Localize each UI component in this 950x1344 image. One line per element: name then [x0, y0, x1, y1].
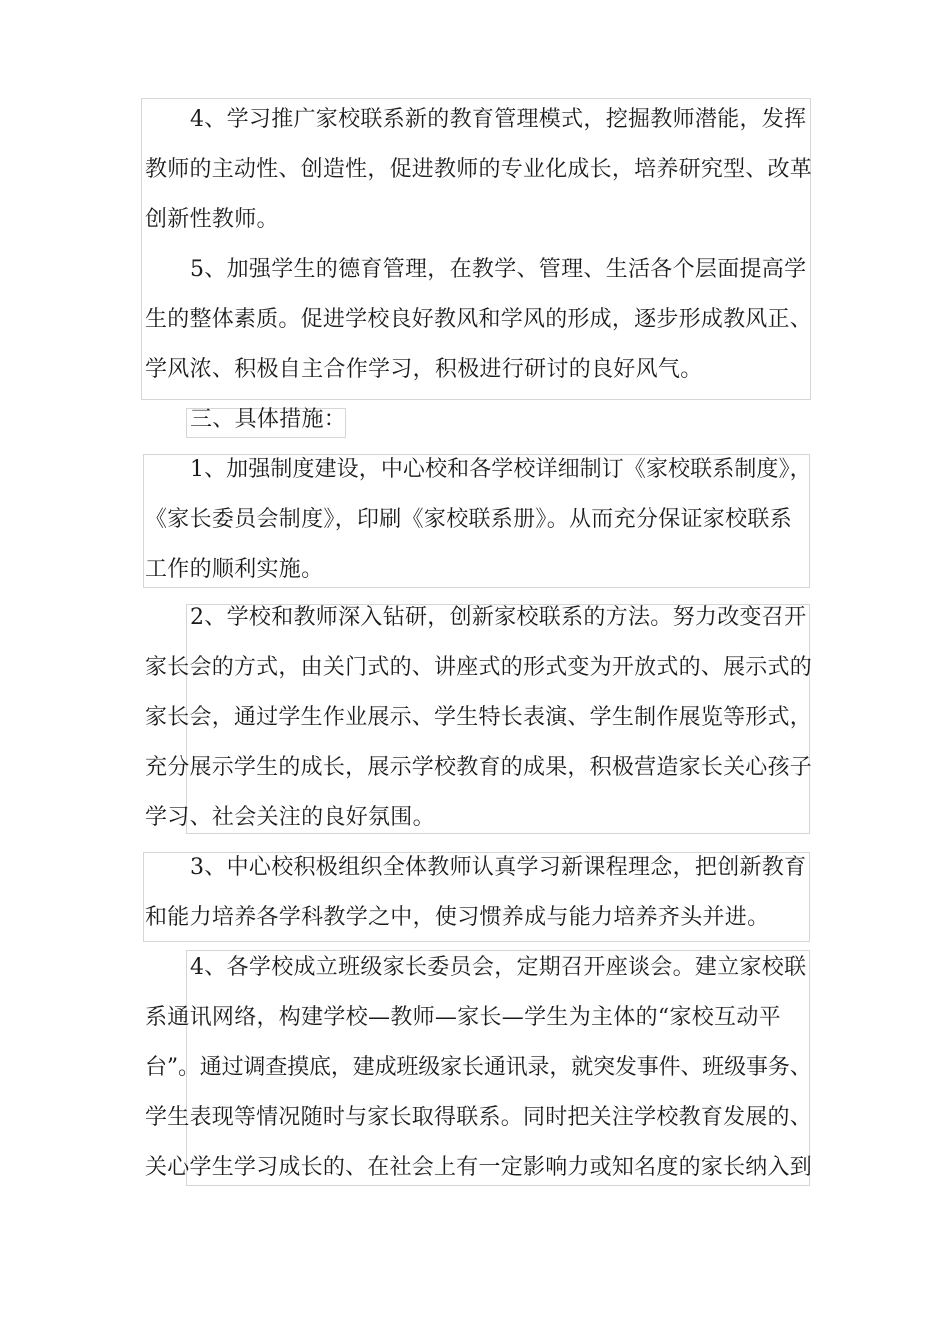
text-line: 教师的主动性、创造性，促进教师的专业化成长，培养研究型、改革	[145, 157, 813, 182]
text-line: 3、中心校积极组织全体教师认真学习新课程理念，把创新教育	[190, 855, 807, 880]
text-line: 台”。通过调查摸底，建成班级家长通讯录，就突发事件、班级事务、	[145, 1055, 812, 1080]
text-line: 家长会，通过学生作业展示、学生特长表演、学生制作展览等形式，	[145, 705, 813, 730]
text-line: 4、学习推广家校联系新的教育管理模式，挖掘教师潜能，发挥	[190, 107, 807, 132]
text-line: 工作的顺利实施。	[145, 557, 324, 582]
text-line: 学风浓、积极自主合作学习，积极进行研讨的良好风气。	[145, 357, 703, 382]
text-line: 充分展示学生的成长，展示学校教育的成果，积极营造家长关心孩子	[145, 755, 813, 780]
text-line: 学习、社会关注的良好氛围。	[145, 805, 435, 830]
text-line: 系通讯网络，构建学校—教师—家长—学生为主体的“家校互动平	[145, 1005, 781, 1030]
section-heading: 三、具体措施：	[190, 407, 347, 432]
text-line: 《家长委员会制度》，印刷《家校联系册》。从而充分保证家校联系	[145, 507, 793, 532]
text-line: 学生表现等情况随时与家长取得联系。同时把关注学校教育发展的、	[145, 1105, 813, 1130]
text-line: 关心学生学习成长的、在社会上有一定影响力或知名度的家长纳入到	[145, 1155, 813, 1180]
text-line: 5、加强学生的德育管理，在教学、管理、生活各个层面提高学	[190, 257, 807, 282]
text-line: 和能力培养各学科教学之中，使习惯养成与能力培养齐头并进。	[145, 905, 770, 930]
text-line: 1、加强制度建设，中心校和各学校详细制订《家校联系制度》，	[190, 457, 812, 482]
text-line: 2、学校和教师深入钻研，创新家校联系的方法。努力改变召开	[190, 605, 807, 630]
text-line: 创新性教师。	[145, 207, 279, 232]
text-line: 4、各学校成立班级家长委员会，定期召开座谈会。建立家校联	[190, 955, 807, 980]
text-line: 家长会的方式，由关门式的、讲座式的形式变为开放式的、展示式的	[145, 655, 813, 680]
text-line: 生的整体素质。促进学校良好教风和学风的形成，逐步形成教风正、	[145, 307, 813, 332]
